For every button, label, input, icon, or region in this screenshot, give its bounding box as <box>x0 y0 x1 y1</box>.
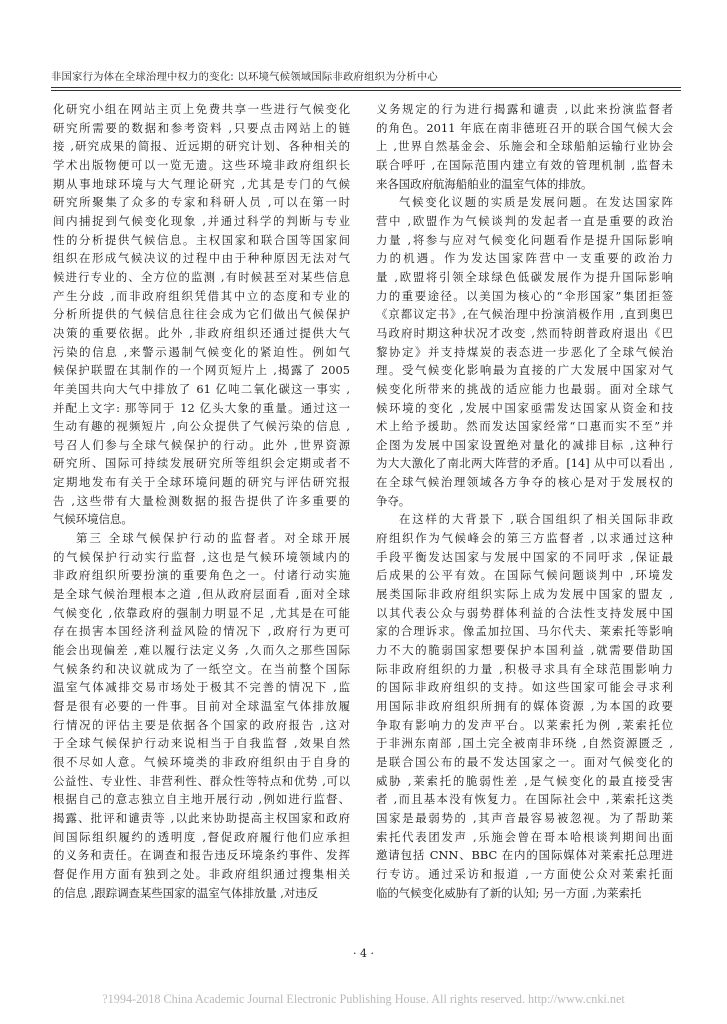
text-line: 研究所需要的数据和参考资料 ,只要点击网站上的链 <box>53 120 350 135</box>
text-line: 气候条约和决议就成为了一纸空文。在当前整个国际 <box>53 661 350 676</box>
text-line: 争夺。 <box>376 493 411 508</box>
text-line: 企图为发展中国家设置绝对量化的减排目标 ,这种行 <box>376 437 673 452</box>
text-line: 展类国际非政府组织实际上成为发展中国家的盟友 , <box>376 587 673 602</box>
text-line: 马政府时期这种状况才改变 ,然而特朗普政府退出《巴 <box>376 325 673 340</box>
text-line: 在这样的大背景下 ,联合国组织了相关国际非政 <box>399 512 673 527</box>
running-header: 非国家行为体在全球治理中权力的变化: 以环境气候领域国际非政府组织为分析中心 <box>51 71 438 83</box>
text-line: 在全球气候治理领域各方争夺的核心是对于发展权的 <box>376 475 673 490</box>
text-line: 研究所聚集了众多的专家和科研人员 ,可以在第一时 <box>53 195 350 210</box>
text-line: 间内捕捉到气候变化现象 ,并通过科学的判断与专业 <box>53 213 350 228</box>
text-line: 行情况的评估主要是依据各个国家的政府报告 ,这对 <box>53 717 350 732</box>
text-line: 气候环境信息。 <box>53 512 133 527</box>
text-line: 是全球气候治理根本之道 ,但从政府层面看 ,面对全球 <box>53 587 350 602</box>
text-line: 力量 ,将参与应对气候变化问题看作是提升国际影响 <box>376 232 673 247</box>
text-line: 很不尽如人意。气候环境类的非政府组织由于自身的 <box>53 754 350 769</box>
text-line: 督是很有必要的一件事。目前对全球温室气体排放履 <box>53 699 350 713</box>
text-line: 营中 ,欧盟作为气候谈判的发起者一直是重要的政治 <box>376 213 673 228</box>
text-line: 学术出版物便可以一览无遗。这些环境非政府组织长 <box>53 157 350 172</box>
text-line: 定期地发布有关于全球环境问题的研究与评估研究报 <box>53 475 350 490</box>
text-line: 争取有影响力的发声平台。以莱索托为例 ,莱索托位 <box>376 717 673 732</box>
text-line: 性的分析提供气候信息。主权国家和联合国等国家间 <box>53 232 350 247</box>
text-line: 揭露、批评和谴责等 ,以此来协助提高主权国家和政府 <box>53 810 350 825</box>
text-line: 的国际非政府组织的支持。如这些国家可能会寻求利 <box>376 680 673 695</box>
text-line: 并配上文字: 那等同于 12 亿头大象的重量。通过这一 <box>53 400 350 415</box>
left-text-column <box>53 100 350 902</box>
text-line: 于全球气候保护行动来说相当于自我监督 ,效果自然 <box>53 736 350 751</box>
text-line: 用国际非政府组织所拥有的媒体资源 ,为本国的政要 <box>376 699 673 713</box>
text-line: 黎协定》并支持煤炭的表态进一步恶化了全球气候治 <box>376 344 673 359</box>
text-line: 临的气候变化威胁有了新的认知; 另一方面 ,为莱索托 <box>376 885 642 900</box>
header-rule <box>51 87 681 88</box>
text-line: 分析所提供的气候信息往往会成为它们做出气候保护 <box>53 307 350 322</box>
text-line: 非政府组织所要扮演的重要角色之一。付诸行动实施 <box>53 568 350 583</box>
text-line: 府组织作为气候峰会的第三方监督者 ,以求通过这种 <box>376 531 673 546</box>
text-line: 力不大的脆弱国家想要保护本国利益 ,就需要借助国 <box>376 643 673 658</box>
text-line: 手段平衡发达国家与发展中国家的不同吁求 ,保证最 <box>376 549 673 564</box>
text-line: 第三 全球气候保护行动的监督者。对全球开展 <box>76 531 350 546</box>
text-line: 为大大激化了南北两大阵营的矛盾。[14] 从中可以看出 , <box>376 456 673 471</box>
text-line: 号召人们参与全球气候保护的行动。此外 ,世界资源 <box>53 437 350 452</box>
text-line: 际非政府组织的力量 ,积极寻求具有全球范围影响力 <box>376 661 673 676</box>
text-line: 的义务和责任。在调查和报告违反环境条约事件、发挥 <box>53 848 350 863</box>
text-line: 组织在形成气候决议的过程中由于种种原因无法对气 <box>53 251 350 266</box>
text-line: 督促作用方面有独到之处。非政府组织通过搜集相关 <box>53 866 350 881</box>
text-line: 温室气体减排交易市场处于极其不完善的情况下 ,监 <box>53 680 350 695</box>
text-line: 是联合国公布的最不发达国家之一。面对气候变化的 <box>376 754 673 769</box>
text-line: 于非洲东南部 ,国土完全被南非环绕 ,自然资源匮乏 , <box>376 736 673 751</box>
text-line: 术上给予援助。然而发达国家经常“口惠而实不至”并 <box>376 419 673 434</box>
text-line: 产生分歧 ,而非政府组织凭借其中立的态度和专业的 <box>53 288 350 303</box>
text-line: 邀请包括 CNN、BBC 在内的国际媒体对莱索托总理进 <box>376 848 673 863</box>
text-line: 的信息 ,跟踪调查某些国家的温室气体排放量 ,对违反 <box>53 885 319 900</box>
text-line: 量 ,欧盟将引领全球绿色低碳发展作为提升国际影响 <box>376 269 673 284</box>
text-line: 联合呼吁 ,在国际范围内建立有效的管理机制 ,监督未 <box>376 157 673 172</box>
header-rule-thin <box>51 90 681 91</box>
text-line: 生动有趣的视频短片 ,向公众提供了气候污染的信息 , <box>53 419 350 434</box>
text-line: 家的合理诉求。像孟加拉国、马尔代夫、莱索托等影响 <box>376 624 673 639</box>
text-line: 力的机遇。作为发达国家阵营中一支重要的政治力 <box>376 251 673 266</box>
text-line: 力的重要途径。以美国为核心的“伞形国家”集团拒签 <box>376 288 673 303</box>
text-line: 化研究小组在网站主页上免费共享一些进行气候变化 <box>53 102 350 116</box>
text-line: 威胁 ,莱索托的脆弱性差 ,是气候变化的最直接受害 <box>376 773 673 788</box>
text-line: 根据自己的意志独立自主地开展行动 ,例如进行监督、 <box>53 792 350 807</box>
text-line: 《京都议定书》,在气候治理中扮演消极作用 ,直到奥巴 <box>376 307 673 322</box>
text-line: 能会出现偏差 ,难以履行法定义务 ,久而久之那些国际 <box>53 643 350 658</box>
text-line: 气候变化 ,依靠政府的强制力明显不足 ,尤其是在可能 <box>53 605 350 620</box>
right-text-column <box>376 100 673 902</box>
text-line: 来各国政府航海船舶业的温室气体的排放。 <box>376 176 593 191</box>
text-line: 候进行专业的、全方位的监测 ,有时候甚至对某些信息 <box>53 269 350 284</box>
text-line: 间国际组织履约的透明度 ,督促政府履行他们应承担 <box>53 829 350 844</box>
text-line: 气候变化议题的实质是发展问题。在发达国家阵 <box>399 195 673 210</box>
text-line: 的角色。2011 年底在南非德班召开的联合国气候大会 <box>376 120 673 135</box>
text-line: 行专访。通过采访和报道 ,一方面使公众对莱索托面 <box>376 866 673 881</box>
text-line: 者 ,而且基本没有恢复力。在国际社会中 ,莱索托这类 <box>376 792 673 807</box>
text-line: 决策的重要依据。此外 ,非政府组织还通过提供大气 <box>53 325 350 340</box>
text-line: 义务规定的行为进行揭露和谴责 ,以此来扮演监督者 <box>376 102 673 116</box>
text-line: 期从事地球环境与大气理论研究 ,尤其是专门的气候 <box>53 176 350 191</box>
copyright-footer: ?1994-2018 China Academic Journal Electronic Publishing House. All rights reserved. http://www.cnki.net <box>102 992 625 1006</box>
text-line: 告 ,这些带有大量检测数据的报告提供了许多重要的 <box>53 493 350 508</box>
text-line: 索托代表团发声 ,乐施会曾在哥本哈根谈判期间出面 <box>376 829 673 844</box>
text-line: 接 ,研究成果的简报、近远期的研究计划、各种相关的 <box>53 139 350 154</box>
text-line: 污染的信息 ,来警示遏制气候变化的紧迫性。例如气 <box>53 344 350 359</box>
text-line: 候变化所带来的挑战的适应能力也最弱。面对全球气 <box>376 381 673 396</box>
text-line: 后成果的公平有效。在国际气候问题谈判中 ,环境发 <box>376 568 673 583</box>
page-number: · 4 · <box>353 947 374 960</box>
text-line: 国家是最弱势的 ,其声音最容易被忽视。为了帮助莱 <box>376 810 673 825</box>
text-line: 公益性、专业性、非营利性、群众性等特点和优势 ,可以 <box>53 773 350 788</box>
text-line: 的气候保护行动实行监督 ,这也是气候环境领域内的 <box>53 549 350 564</box>
text-line: 上 ,世界自然基金会、乐施会和全球船舶运输行业协会 <box>376 139 673 154</box>
text-line: 以其代表公众与弱势群体利益的合法性支持发展中国 <box>376 605 673 620</box>
text-line: 研究所、国际可持续发展研究所等组织会定期或者不 <box>53 456 350 471</box>
text-line: 候环境的变化 ,发展中国家亟需发达国家从资金和技 <box>376 400 673 415</box>
text-line: 年美国共向大气中排放了 61 亿吨二氧化碳这一事实 , <box>53 381 350 396</box>
text-line: 存在损害本国经济利益风险的情况下 ,政府行为更可 <box>53 624 350 639</box>
text-line: 候保护联盟在其制作的一个网页短片上 ,揭露了 2005 <box>53 363 350 378</box>
text-line: 理。受气候变化影响最为直接的广大发展中国家对气 <box>376 363 673 378</box>
